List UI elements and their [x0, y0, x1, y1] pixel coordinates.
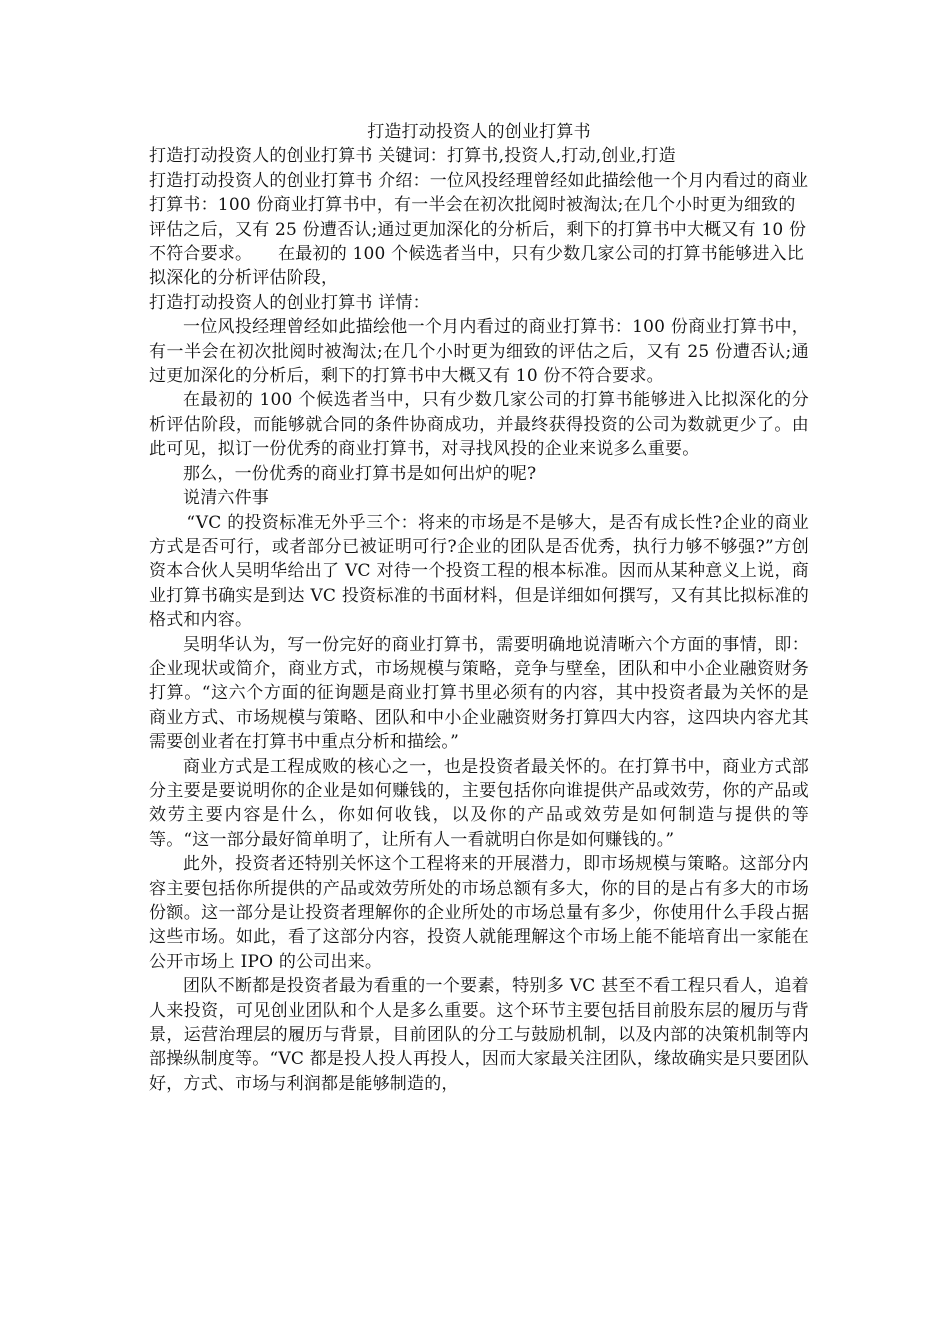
paragraph: 商业方式是工程成败的核心之一，也是投资者最关怀的。在打算书中，商业方式部分主要是要说明你的企业是如何赚钱的，主要包括你向谁提供产品或效劳，你的产品或效劳主要内容是什么，你如何收钱，以及你的产品或效劳是如何制造与提供的等等。“这一部分最好简单明了，让所有人一看就明白你是如何赚钱的。” [149, 756, 809, 850]
document-title: 打造打动投资人的创业打算书 [367, 122, 591, 142]
paragraph: 此外，投资者还特别关怀这个工程将来的开展潜力，即市场规模与策略。这部分内容主要包括你所提供的产品或效劳所处的市场总额有多大，你的目的是占有多大的市场份额。这一部分是让投资者理解你的企业所处的市场总量有多少，你使用什么手段占据这些市场。如此，看了这部分内容，投资人就能理解这个市场上能不能培育出一家能在公开市场上 IPO 的公司出来。 [149, 854, 809, 972]
paragraph: 一位风投经理曾经如此描绘他一个月内看过的商业打算书：100 份商业打算书中，有一半会在初次批阅时被淘汰;在几个小时更为细致的评估之后，又有 25 份遭否认;通过更加深化的分析后，剩下的打算书中大概又有 10 份不符合要求。 [149, 317, 809, 387]
document-page [149, 120, 809, 1096]
intro-line: 打造打动投资人的创业打算书 介绍：一位风投经理曾经如此描绘他一个月内看过的商业打算书：100 份商业打算书中，有一半会在初次批阅时被淘汰;在几个小时更为细致的评估之后，又有 25 份遭否认;通过更加深化的分析后，剩下的打算书中大概又有 10 份不符合要求。 在最初的 100 个候选者当中，只有少数几家公司的打算书能够进入比拟深化的分析评估阶段， [149, 170, 809, 289]
paragraph: 团队不断都是投资者最为看重的一个要素，特别多 VC 甚至不看工程只看人，追着人来投资，可见创业团队和个人是多么重要。这个环节主要包括目前股东层的履历与背景，运营治理层的履历与背景，目前团队的分工与鼓励机制，以及内部的决策机制等内部操纵制度等。“VC 都是投人投人再投人，因而大家最关注团队，缘故确实是只要团队好，方式、市场与利润都是能够制造的， [149, 976, 809, 1094]
details-line: 打造打动投资人的创业打算书 详情： [149, 292, 430, 313]
paragraph: 在最初的 100 个候选者当中，只有少数几家公司的打算书能够进入比拟深化的分析评估阶段，而能够就合同的条件协商成功，并最终获得投资的公司为数就更少了。由此可见，拟订一份优秀的商业打算书，对寻找风投的企业来说多么重要。 [149, 390, 809, 460]
paragraph: 那么，一份优秀的商业打算书是如何出炉的呢? [183, 463, 537, 484]
paragraph: 吴明华认为，写一份完好的商业打算书，需要明确地说清晰六个方面的事情，即：企业现状或简介，商业方式，市场规模与策略，竞争与壁垒，团队和中小企业融资财务打算。“这六个方面的征询题是商业打算书里必须有的内容，其中投资者最为关怀的是商业方式、市场规模与策略、团队和中小企业融资财务打算四大内容，这四块内容尤其需要创业者在打算书中重点分析和描绘。” [149, 634, 809, 753]
keywords-line: 打造打动投资人的创业打算书 关键词：打算书,投资人,打动,创业,打造 [149, 146, 676, 167]
paragraph: “VC 的投资标准无外乎三个：将来的市场是不是够大，是否有成长性?企业的商业方式是否可行，或者部分已被证明可行?企业的团队是否优秀，执行力够不够强?”方创资本合伙人吴明华给出了 VC 对待一个投资工程的根本标准。因而从某种意义上说，商业打算书确实是到达 VC 投资标准的书面材料，但是详细如何撰写，又有其比拟标准的格式和内容。 [149, 512, 809, 631]
section-heading: 说清六件事 [183, 488, 269, 509]
